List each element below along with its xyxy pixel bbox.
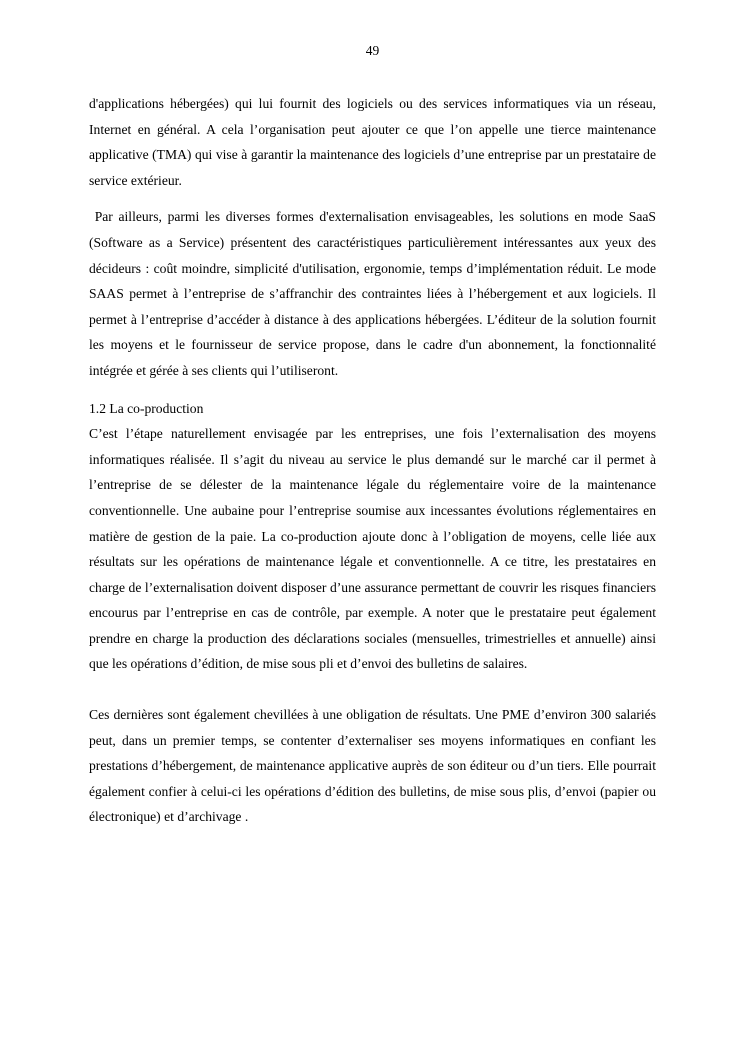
document-body [89,91,660,830]
page-number: 49 [365,43,380,58]
paragraph-saas-mode: Par ailleurs, parmi les diverses formes d'externalisation envisageables, les solutions en mode SaaS (Software as a Service) présentent des caractéristiques particulièrement intéressantes aux yeux des décideurs : coût moindre, simplicité d'utilisation, ergonomie, temps d’implémentation réduit. Le mode SAAS permet à l’entreprise de s’affranchir des contraintes liées à l’hébergement et aux logiciels. Il permet à l’entreprise d’accéder à distance à des applications hébergées. L’éditeur de la solution fournit les moyens et le fournisseur de service propose, dans le cadre d'un abonnement, la fonctionnalité intégrée et gérée à ses clients qui l’utiliseront. [89,209,660,378]
section-heading-co-production: 1.2 La co-production [89,400,204,416]
paragraph-co-production: C’est l’étape naturellement envisagée par les entreprises, une fois l’externalisation des moyens informatiques réalisée. Il s’agit du niveau au service le plus demandé sur le marché car il permet à l’entreprise de se délester de la maintenance légale du réglementaire voire de la maintenance conventionnelle. Une aubaine pour l’entreprise soumise aux incessantes évolutions réglementaires en matière de gestion de la paie. La co-production ajoute donc à l’obligation de moyens, celle liée aux résultats sur les opérations de maintenance légale et conventionnelle. A ce titre, les prestataires en charge de l’externalisation doivent disposer d’une assurance permettant de couvrir les risques financiers encourus par l’entreprise en cas de contrôle, par exemple. A noter que le prestataire peut également prendre en charge la production des déclarations sociales (mensuelles, trimestrielles et annuelle) ainsi que les opérations d’édition, de mise sous pli et d’envoi des bulletins de salaires. [89,426,656,672]
paragraph-obligations: Ces dernières sont également chevillées à une obligation de résultats. Une PME d’environ 300 salariés peut, dans un premier temps, se contenter d’externaliser ses moyens informatiques en confiant les prestations d’hébergement, de maintenance applicative auprès de son éditeur ou d’un tiers. Elle pourrait également confier à celui-ci les opérations d’édition des bulletins, de mise sous plis, d’envoi (papier ou électronique) et d’archivage . [89,707,656,825]
paragraph-saas-intro: d'applications hébergées) qui lui fournit des logiciels ou des services informatiques via un réseau, Internet en général. A cela l’organisation peut ajouter ce que l’on appelle une tierce maintenance applicative (TMA) qui vise à garantir la maintenance des logiciels d’une entreprise par un prestataire de service extérieur. [89,96,656,188]
